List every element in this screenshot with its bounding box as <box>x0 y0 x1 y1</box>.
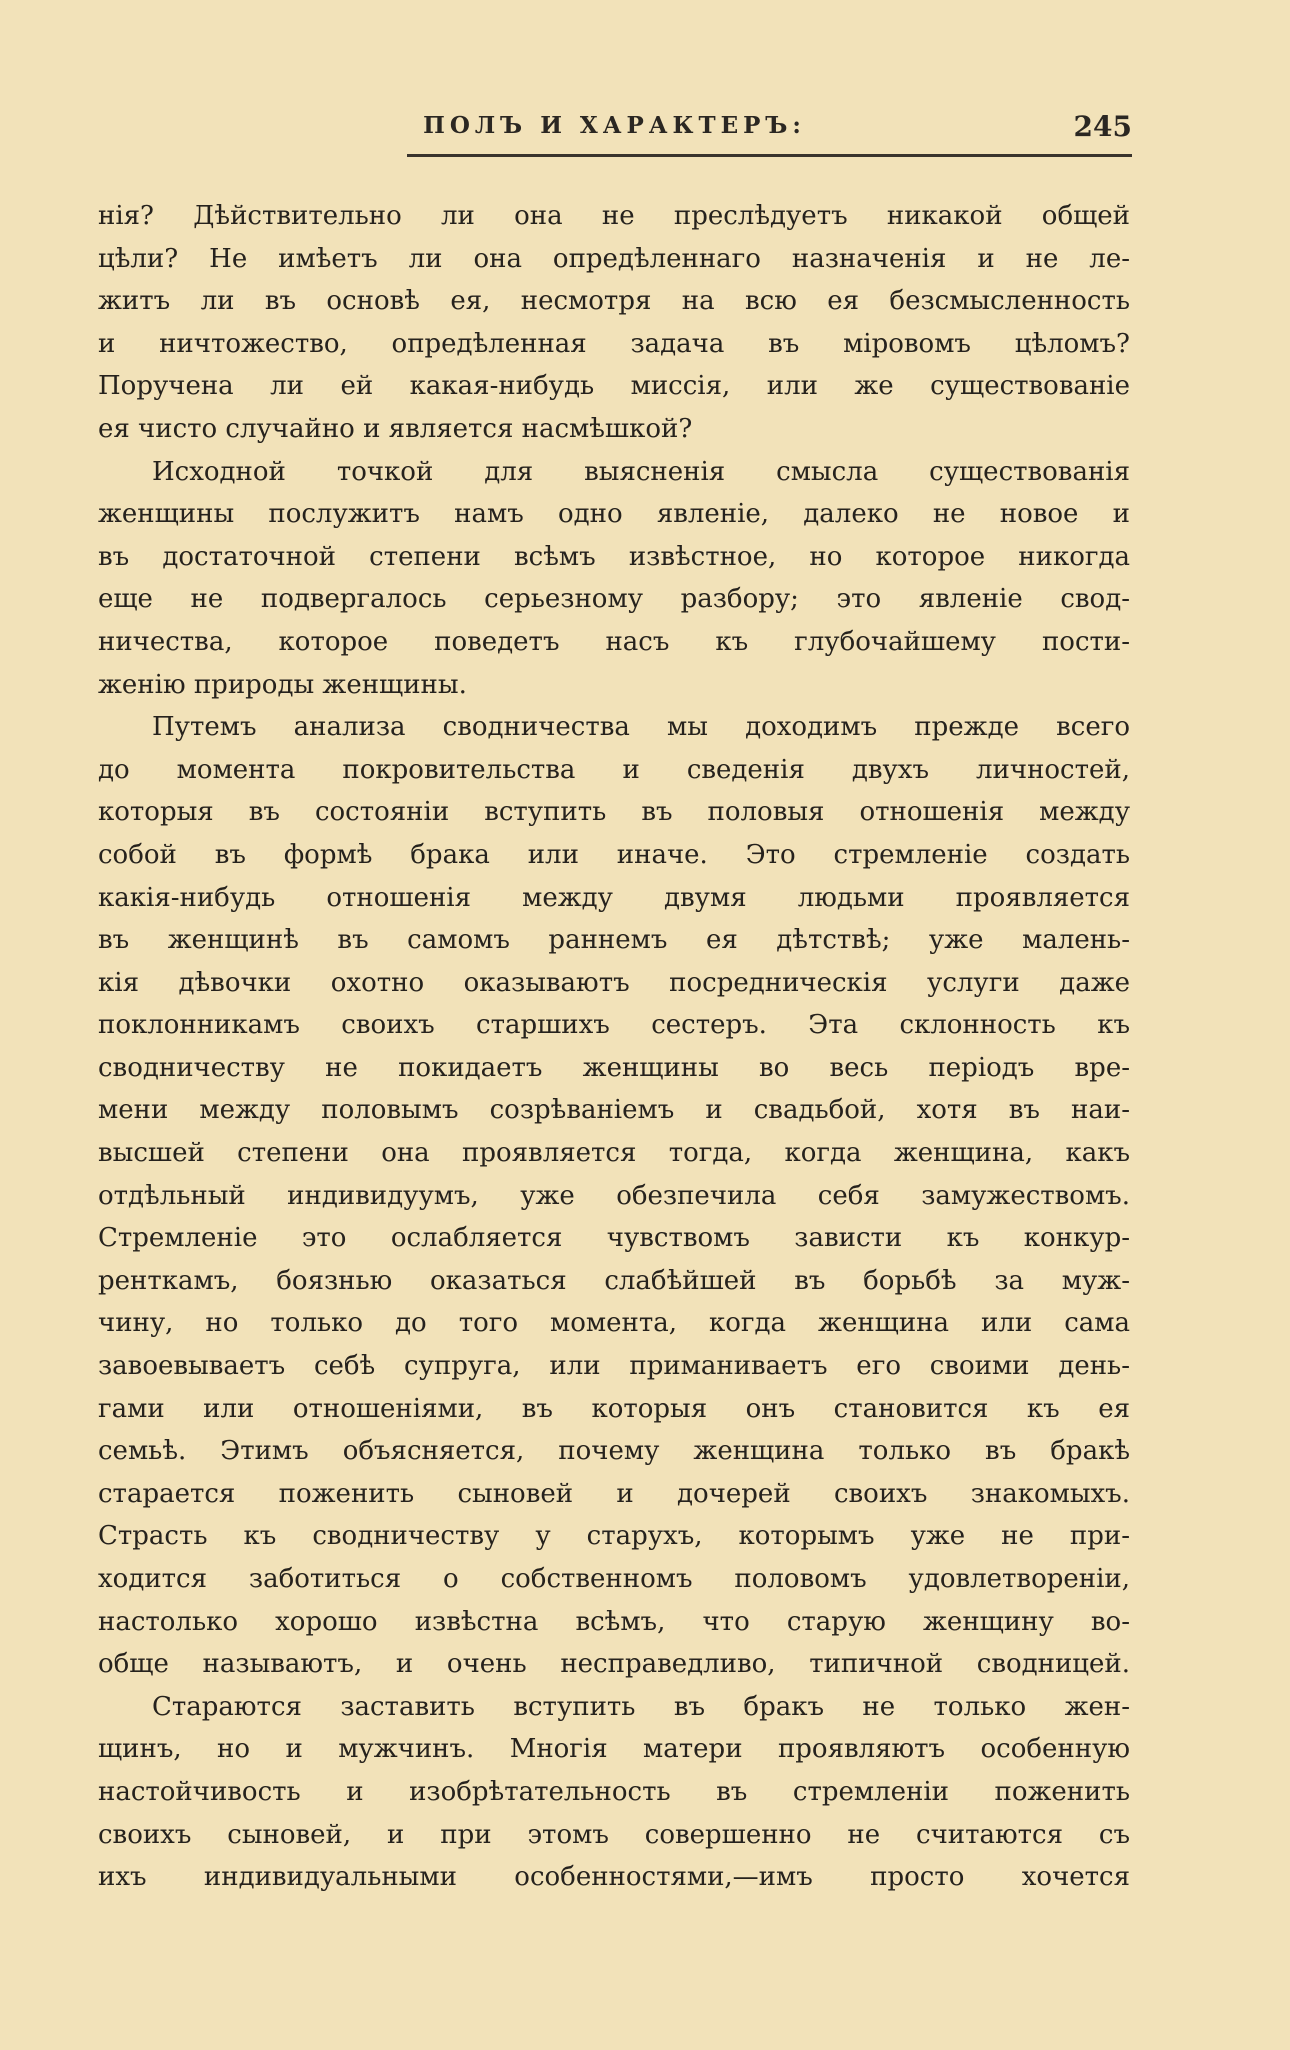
text-line: женію природы женщины. <box>98 669 467 700</box>
text-line: какія-нибудь отношенія между двумя людьми проявляется <box>98 882 1130 913</box>
running-title: ПОЛЪ И ХАРАКТЕРЪ: <box>423 112 806 139</box>
text-line: Исходной точкой для выясненія смысла существованія <box>152 456 1130 487</box>
text-line: своихъ сыновей, и при этомъ совершенно не считаются съ <box>98 1819 1130 1850</box>
page-number: 245 <box>1073 110 1132 143</box>
text-line: житъ ли въ основѣ ея, несмотря на всю ея безсмысленность <box>98 286 1130 317</box>
text-line: старается поженить сыновей и дочерей своихъ знакомыхъ. <box>98 1478 1130 1509</box>
text-line: ничества, которое поведетъ насъ къ глубочайшему пости- <box>98 626 1130 657</box>
text-line: щинъ, но и мужчинъ. Многія матери проявляютъ особенную <box>98 1734 1130 1765</box>
header-rule <box>407 154 1132 157</box>
text-line: и ничтожество, опредѣленная задача въ міровомъ цѣломъ? <box>98 328 1130 359</box>
text-line: чину, но только до того момента, когда женщина или сама <box>98 1308 1130 1339</box>
text-line: отдѣльный индивидуумъ, уже обезпечила себя замужествомъ. <box>98 1180 1130 1211</box>
text-line: завоевываетъ себѣ супруга, или приманиваетъ его своими день- <box>98 1351 1130 1382</box>
text-line: въ достаточной степени всѣмъ извѣстное, но которое никогда <box>98 541 1130 572</box>
text-line: Поручена ли ей какая-нибудь миссія, или же существованіе <box>98 371 1130 402</box>
text-line: поклонникамъ своихъ старшихъ сестеръ. Эта склонность къ <box>98 1010 1130 1041</box>
text-line: женщины послужитъ намъ одно явленіе, далеко не новое и <box>98 499 1130 530</box>
text-line: которыя въ состояніи вступить въ половыя отношенія между <box>98 797 1130 828</box>
text-line: обще называютъ, и очень несправедливо, типичной сводницей. <box>98 1649 1130 1680</box>
text-line: ходится заботиться о собственномъ половомъ удовлетвореніи, <box>98 1564 1130 1594</box>
text-line: до момента покровительства и сведенія двухъ личностей, <box>98 754 1130 785</box>
text-line: ея чисто случайно и является насмѣшкой? <box>98 413 693 444</box>
text-line: Путемъ анализа сводничества мы доходимъ прежде всего <box>152 712 1130 743</box>
text-line: Стараются заставить вступить въ бракъ не только жен- <box>152 1691 1130 1722</box>
page-header <box>97 112 1132 158</box>
text-line: ихъ индивидуальными особенностями,—имъ просто хочется <box>98 1862 1130 1893</box>
text-line: Страсть къ сводничеству у старухъ, которымъ уже не при- <box>98 1521 1130 1552</box>
text-line: кія дѣвочки охотно оказываютъ посредническія услуги даже <box>98 967 1130 998</box>
text-line: нія? Дѣйствительно ли она не преслѣдуетъ никакой общей <box>98 201 1130 231</box>
text-line: цѣли? Не имѣетъ ли она опредѣленнаго назначенія и не ле- <box>98 243 1130 274</box>
text-line: Стремленіе это ослабляется чувствомъ зависти къ конкур- <box>98 1223 1130 1254</box>
text-line: ренткамъ, боязнью оказаться слабѣйшей въ борьбѣ за муж- <box>98 1265 1130 1296</box>
text-line: семьѣ. Этимъ объясняется, почему женщина только въ бракѣ <box>98 1436 1130 1467</box>
body-text <box>98 195 1130 1899</box>
text-line: мени между половымъ созрѣваніемъ и свадьбой, хотя въ наи- <box>98 1095 1130 1126</box>
text-line: гами или отношеніями, въ которыя онъ становится къ ея <box>98 1393 1130 1424</box>
text-line: въ женщинѣ въ самомъ раннемъ ея дѣтствѣ; уже малень- <box>98 925 1130 956</box>
text-line: еще не подвергалось серьезному разбору; это явленіе свод- <box>98 584 1130 615</box>
text-line: собой въ формѣ брака или иначе. Это стремленіе создать <box>98 839 1130 870</box>
text-line: сводничеству не покидаетъ женщины во весь періодъ вре- <box>98 1052 1130 1083</box>
text-line: настойчивость и изобрѣтательность въ стремленіи поженить <box>98 1776 1130 1807</box>
text-line: настолько хорошо извѣстна всѣмъ, что старую женщину во- <box>98 1606 1130 1637</box>
text-line: высшей степени она проявляется тогда, когда женщина, какъ <box>98 1138 1130 1169</box>
